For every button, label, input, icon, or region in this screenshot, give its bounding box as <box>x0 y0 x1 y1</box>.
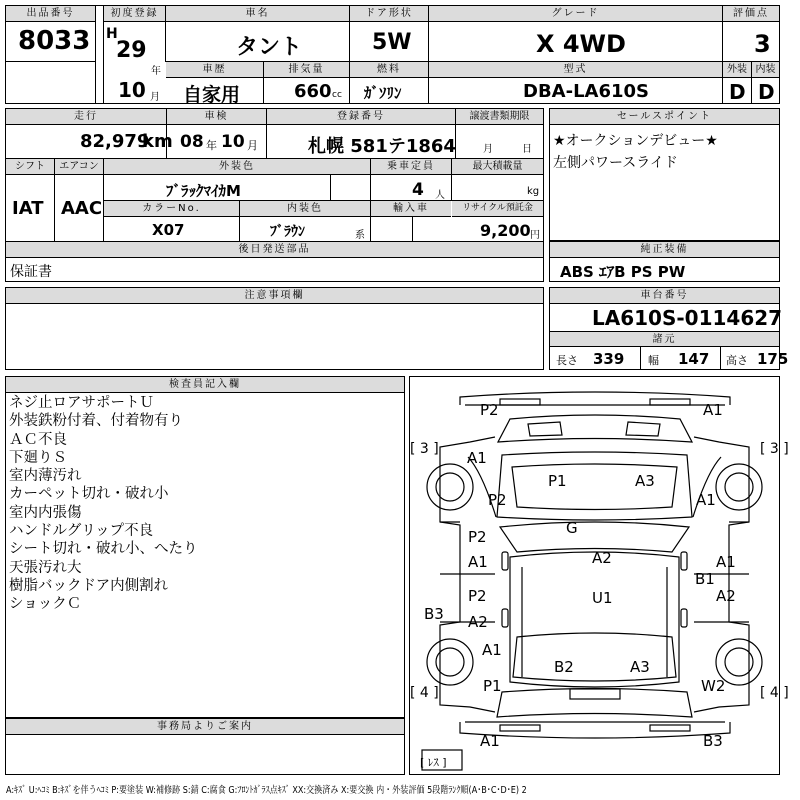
mark-rear-a3: A3 <box>630 658 650 676</box>
year-unit: 年 <box>151 66 161 77</box>
transfer-label: 譲渡書類期限 <box>456 109 543 125</box>
score: 3 <box>754 30 771 58</box>
fuel-label: 燃料 <box>350 62 428 78</box>
recycle-unit: 円 <box>530 230 540 241</box>
sales-point-line: 左側パワースライド <box>553 155 678 171</box>
history: 自家用 <box>183 84 241 106</box>
reg-month: 10 <box>118 78 146 102</box>
mark-tire-rl: [ 4 ] <box>410 685 439 701</box>
displacement-unit: cc <box>332 90 342 100</box>
exterior-grade: D <box>729 80 746 104</box>
mark-rear-right: B3 <box>703 732 723 750</box>
inspector-line: ネジ止ロアサポートＵ <box>9 395 154 411</box>
equipment-label: 純正装備 <box>550 242 779 258</box>
fuel: ｶﾞｿﾘﾝ <box>364 84 402 102</box>
inspector-line: ショックＣ <box>9 596 82 613</box>
inspector-notes <box>9 394 198 614</box>
door-type: 5W <box>372 30 412 55</box>
mark-glass: G <box>566 519 578 537</box>
load-label: 最大積載量 <box>452 159 543 175</box>
width-label: 幅 <box>648 354 659 367</box>
color-label: 外装色 <box>104 159 370 175</box>
mark-fl-pillar: P2 <box>488 491 507 509</box>
mark-ld-a1: A1 <box>468 553 488 571</box>
grade: X 4WD <box>536 30 626 58</box>
plate-number: 札幌 581テ1864 <box>308 136 456 157</box>
mileage: 82,979 <box>80 131 150 152</box>
sales-point-block <box>549 108 780 241</box>
mileage-unit: km <box>142 131 173 152</box>
interior-grade: D <box>758 80 775 104</box>
interior-label: 内装 <box>752 62 779 78</box>
mark-front-right: A1 <box>703 401 723 419</box>
spec-label: 諸元 <box>550 331 779 347</box>
car-outline <box>410 377 779 774</box>
inspector-line: 天張汚れ大 <box>9 559 82 576</box>
inspector-line: カーペット切れ・破れ小 <box>9 486 169 503</box>
insp-month: 10 <box>221 132 245 152</box>
car-name-label: 車名 <box>166 6 349 22</box>
car-name: タント <box>236 35 303 60</box>
mark-tire-rr: [ 4 ] <box>760 685 789 701</box>
mark-front-left: P2 <box>480 401 499 419</box>
grade-label: グレード <box>429 6 722 22</box>
ac: AAC <box>61 198 103 219</box>
history-label: 車歴 <box>166 62 263 78</box>
mileage-label: 走行 <box>6 109 166 125</box>
model: DBA-LA610S <box>523 81 649 102</box>
inspector-line: 室内内張傷 <box>9 504 82 521</box>
shift-label: シフト <box>6 159 54 175</box>
inspector-line: 室内薄汚れ <box>9 468 82 485</box>
height: 175 <box>757 350 789 368</box>
inspector-line: シート切れ・破れ小、へたり <box>9 541 198 558</box>
chassis-number: LA610S-0114627 <box>592 306 783 330</box>
mark-rd-b1: B1 <box>695 570 715 588</box>
lot-label: 出品番号 <box>6 6 95 22</box>
int-color-label: 内装色 <box>240 201 370 217</box>
notes-label: 注意事項欄 <box>6 288 543 304</box>
ac-label: エアコン <box>55 159 103 175</box>
inspector-line: 下廻りＳ <box>9 449 67 466</box>
shift: IAT <box>12 198 44 219</box>
mark-lr-p2: P2 <box>468 587 487 605</box>
exterior-label: 外装 <box>723 62 751 78</box>
length: 339 <box>593 350 625 368</box>
score-label: 評価点 <box>723 6 779 22</box>
displacement-label: 排気量 <box>264 62 349 78</box>
mark-spare: [ ﾚｽ ] <box>420 756 447 769</box>
mark-rq-w2: W2 <box>701 677 726 695</box>
insp-year-unit: 年 <box>206 139 217 152</box>
int-color: ﾌﾞﾗｳﾝ <box>270 224 305 240</box>
legend: A:ｷｽﾞ U:ﾍｺﾐ B:ｷｽﾞを伴うﾍｺﾐ P:要塗装 W:補修跡 S:錆 C:腐食 G:ﾌﾛﾝﾄｶﾞﾗｽ点ｷｽﾞ XX:交換済み X:要交換 内・外装評価 5段階ﾗﾝｸ順(A･B･C･D･E) 2 <box>6 785 527 796</box>
mark-fr-fender: A1 <box>696 491 716 509</box>
seats: 4 <box>412 180 424 200</box>
mark-tire-fr: [ 3 ] <box>760 441 789 457</box>
color-no-label: カラーNo. <box>104 201 239 217</box>
import-label: 輸入車 <box>371 201 451 217</box>
recycle: 9,200 <box>480 221 531 240</box>
insp-month-unit: 月 <box>247 139 258 152</box>
damage-diagram <box>409 376 789 775</box>
lot-number: 8033 <box>18 26 91 56</box>
mark-rd-a1: A1 <box>716 553 736 571</box>
mark-roof-a3: A3 <box>635 472 655 490</box>
first-reg-label: 初度登録 <box>104 6 165 22</box>
recycle-label: リサイクル預託金 <box>452 201 543 217</box>
color: ﾌﾞﾗｯｸﾏｲｶM <box>166 182 241 200</box>
length-label: 長さ <box>556 354 578 367</box>
mark-ld-p2: P2 <box>468 528 487 546</box>
insp-year: 08 <box>180 132 204 152</box>
mark-fl-fender: A1 <box>467 449 487 467</box>
height-label: 高さ <box>726 354 748 367</box>
era: H <box>106 26 118 42</box>
door-label: ドア形状 <box>350 6 428 22</box>
int-color-suffix: 系 <box>355 230 365 241</box>
inspector-line: ＡＣ不良 <box>9 431 67 448</box>
mark-lq-p1: P1 <box>483 677 502 695</box>
sales-point-line: ★オークションデビュー★ <box>553 133 718 149</box>
sales-point-label: セールスポイント <box>550 109 779 125</box>
model-label: 型式 <box>429 62 722 78</box>
mark-tire-fl: [ 3 ] <box>410 441 439 457</box>
width: 147 <box>678 350 710 368</box>
reg-year: 29 <box>116 38 147 63</box>
equipment: ABS ｴｱB PS PW <box>560 263 686 281</box>
later-parts: 保証書 <box>10 264 52 280</box>
mark-rear-left: A1 <box>480 732 500 750</box>
seats-label: 乗車定員 <box>371 159 451 175</box>
later-parts-label: 後日発送部品 <box>6 242 543 258</box>
inspection-label: 車検 <box>167 109 266 125</box>
mark-center-a2: A2 <box>592 549 612 567</box>
mark-lq-a1: A1 <box>482 641 502 659</box>
mark-lr-a2: A2 <box>468 613 488 631</box>
transfer-day: 日 <box>522 144 532 155</box>
mark-rr-a2: A2 <box>716 587 736 605</box>
inspector-line: 樹脂バックドア内側割れ <box>9 577 169 594</box>
office-label: 事務局よりご案内 <box>6 719 404 735</box>
mark-center-u1: U1 <box>592 589 613 607</box>
displacement: 660 <box>294 81 332 102</box>
month-unit: 月 <box>150 92 160 103</box>
load-unit: kg <box>527 186 540 197</box>
plate-label: 登録番号 <box>267 109 455 125</box>
color-no: X07 <box>152 221 185 239</box>
mark-rear-b2: B2 <box>554 658 574 676</box>
inspector-line: 外装鉄粉付着、付着物有り <box>9 413 183 430</box>
mark-lr-b3: B3 <box>424 605 444 623</box>
transfer-month: 月 <box>483 144 493 155</box>
seats-unit: 人 <box>435 190 445 201</box>
inspector-line: ハンドルグリップ不良 <box>9 523 154 540</box>
chassis-label: 車台番号 <box>550 288 779 304</box>
inspector-label: 検査員記入欄 <box>6 377 404 393</box>
mark-roof-p1: P1 <box>548 472 567 490</box>
